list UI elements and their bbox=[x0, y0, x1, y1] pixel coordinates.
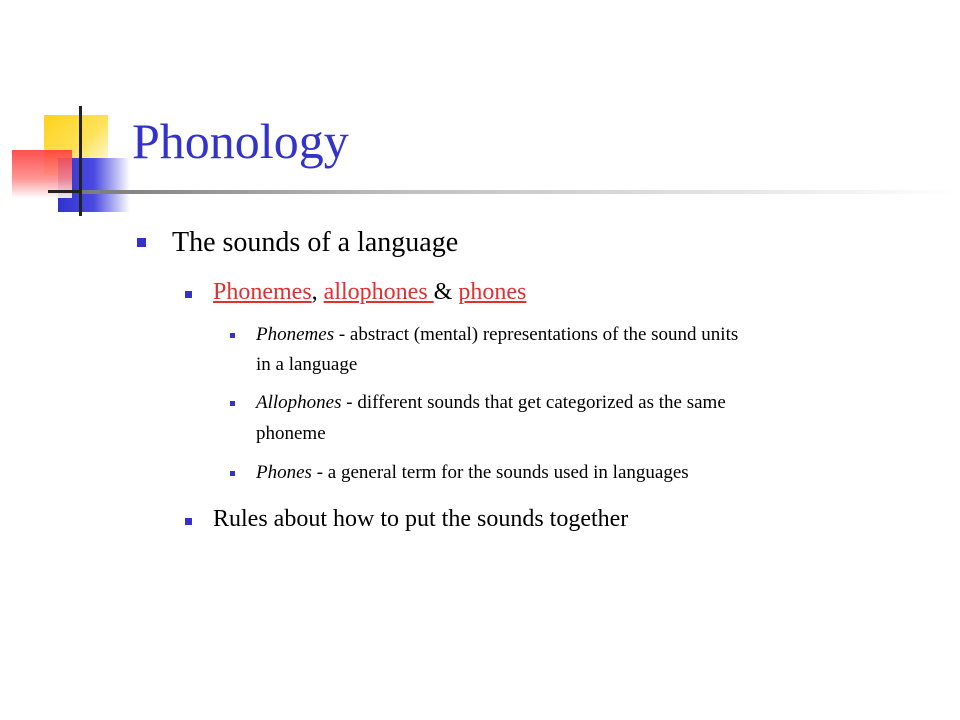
allophones-term: Allophones bbox=[256, 392, 342, 413]
phonemes-definition-line2: in a language bbox=[256, 354, 358, 375]
ampersand-text: & bbox=[433, 279, 459, 305]
allophones-definition-line2: phoneme bbox=[256, 423, 326, 444]
links-line bbox=[213, 280, 526, 304]
decor-vertical-line bbox=[79, 106, 82, 216]
bullet-icon bbox=[185, 291, 192, 298]
bullet-level1-text: The sounds of a language bbox=[172, 227, 459, 258]
bullet-icon bbox=[137, 238, 146, 247]
link-phonemes[interactable]: Phonemes bbox=[213, 279, 312, 305]
bullet-icon bbox=[230, 401, 235, 406]
rules-text: Rules about how to put the sounds together bbox=[213, 506, 629, 532]
slide-title: Phonology bbox=[132, 113, 349, 169]
phonemes-definition-line1 bbox=[256, 325, 738, 344]
bullet-icon bbox=[230, 471, 235, 476]
phones-term: Phones bbox=[256, 462, 312, 483]
phones-definition-line1 bbox=[256, 463, 689, 482]
comma-text: , bbox=[311, 279, 318, 305]
allophones-definition-line1 bbox=[256, 393, 726, 412]
phones-definition-text: - a general term for the sounds used in languages bbox=[311, 462, 689, 483]
link-phones[interactable]: phones bbox=[458, 279, 527, 305]
phonemes-term: Phonemes bbox=[256, 324, 335, 345]
link-allophones[interactable]: allophones bbox=[323, 279, 434, 305]
phonemes-definition-text: - abstract (mental) representations of the sound units bbox=[334, 324, 739, 345]
bullet-icon bbox=[230, 333, 235, 338]
bullet-icon bbox=[185, 518, 192, 525]
title-underline-rule bbox=[82, 190, 960, 194]
allophones-definition-text: - different sounds that get categorized as the same bbox=[341, 392, 726, 413]
